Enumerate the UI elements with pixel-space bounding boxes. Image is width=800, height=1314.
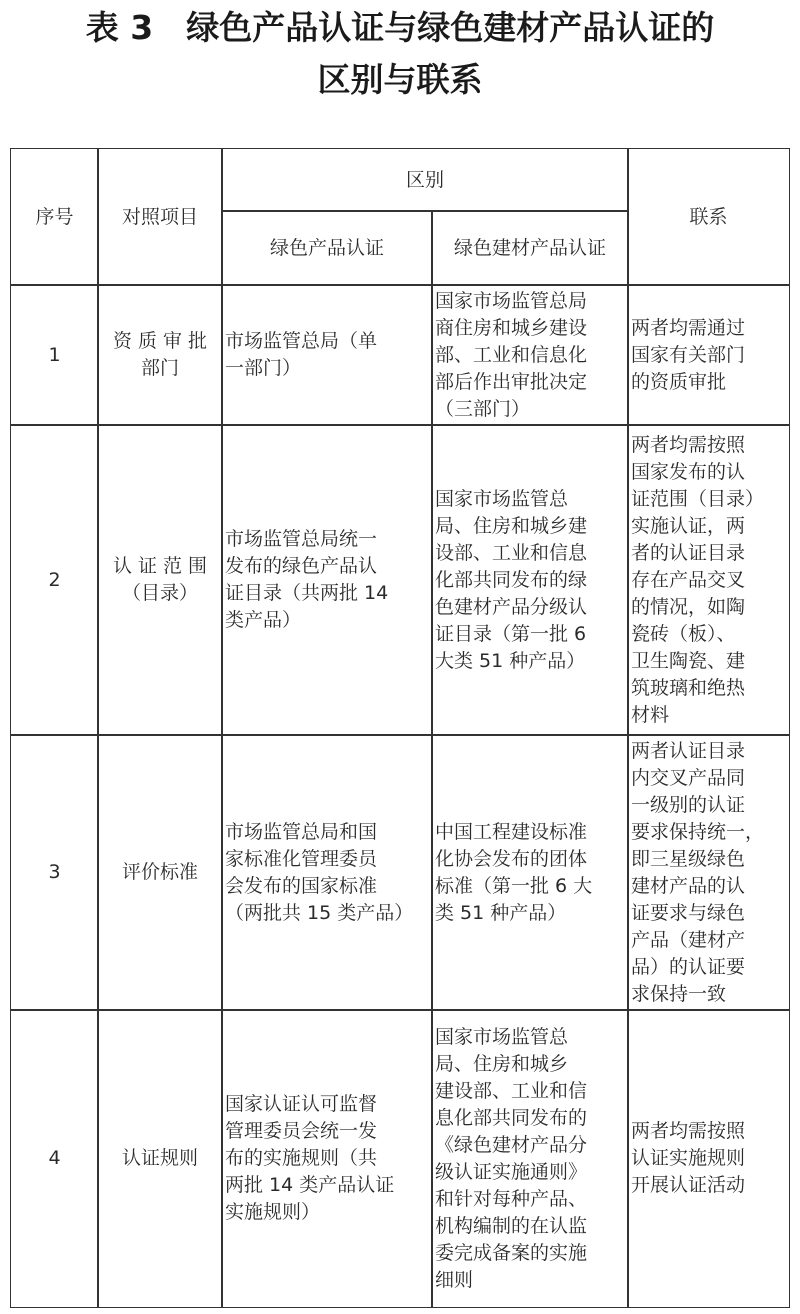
cell-text-line: 市场监管总局统一 xyxy=(225,528,378,550)
cell-text-line: 一部门） xyxy=(225,357,302,379)
header-relation-label: 联系 xyxy=(689,205,728,228)
cell-text-line: 建设部、工业和信 xyxy=(435,1079,588,1102)
row-4-item xyxy=(97,1009,223,1308)
cell-text-line: 机构编制的在认监 xyxy=(435,1214,588,1237)
cell-text-line: 品）的认证要 xyxy=(631,955,746,978)
cell-text-line: 证目录（第一批 6 xyxy=(435,622,587,645)
cell-text-line: 1 xyxy=(48,343,61,366)
cell-text-line: 两者均需按照 xyxy=(631,433,746,456)
row-2-item xyxy=(97,424,223,736)
cell-text-line: 者的认证目录 xyxy=(631,541,746,564)
row-3-index xyxy=(10,734,99,1011)
cell-text-line: （三部门） xyxy=(435,397,531,420)
row-2-relation xyxy=(627,424,790,736)
cell-text-line: 管理委员会统一发 xyxy=(225,1120,378,1142)
cell-text-line: 部门 xyxy=(140,357,179,379)
cell-text-line: 商住房和城乡建设 xyxy=(435,316,588,339)
cell-text-line: 内交叉产品同 xyxy=(631,766,746,789)
header-relation xyxy=(627,148,790,286)
cell-text-line: （目录） xyxy=(121,582,198,604)
cell-text-line: 两者均需通过 xyxy=(631,316,746,339)
row-2-green-building-material xyxy=(431,424,629,736)
row-3-green-product xyxy=(221,734,433,1011)
cell-text-line: 建材产品的认 xyxy=(631,874,746,897)
cell-text-line: 类产品） xyxy=(225,609,302,631)
header-index-label: 序号 xyxy=(35,205,74,228)
row-3-item xyxy=(97,734,223,1011)
cell-text-line: 即三星级绿色 xyxy=(631,847,746,870)
cell-text-line: 息化部共同发布的 xyxy=(435,1106,588,1129)
cell-text-line: 标准（第一批 6 大 xyxy=(435,874,593,897)
cell-text-line: 国家市场监管总 xyxy=(435,1025,569,1048)
row-4-relation xyxy=(627,1009,790,1308)
cell-text-line: 国家有关部门 xyxy=(631,343,746,366)
cell-text-line: 和针对每种产品、 xyxy=(435,1187,588,1210)
cell-text-line: 要求保持统一， xyxy=(631,820,765,843)
cell-text-line: 的情况，如陶 xyxy=(631,595,746,618)
cell-text-line: 大类 51 种产品） xyxy=(435,649,586,672)
cell-text-line: 求保持一致 xyxy=(631,982,727,1005)
row-3-green-building-material xyxy=(431,734,629,1011)
cell-text-line: 认证规则 xyxy=(121,1147,198,1169)
cell-text-line: 局、住房和城乡建 xyxy=(435,514,588,537)
cell-text-line: 的资质审批 xyxy=(631,370,727,393)
table-title-line2: 区别与联系 xyxy=(317,60,483,99)
row-4-green-product xyxy=(221,1009,433,1308)
cell-text-line: 委完成备案的实施 xyxy=(435,1241,588,1264)
cell-text-line: 证要求与绿色 xyxy=(631,901,746,924)
cell-text-line: 一级别的认证 xyxy=(631,793,746,816)
cell-text-line: 认 证 范 围 xyxy=(112,555,208,577)
cell-text-line: 化协会发布的团体 xyxy=(435,847,588,870)
cell-text-line: 两者均需按照 xyxy=(631,1120,746,1142)
header-green-product xyxy=(221,210,433,286)
cell-text-line: 卫生陶瓷、建 xyxy=(631,649,746,672)
cell-text-line: 4 xyxy=(48,1147,61,1169)
row-1-index xyxy=(10,284,99,426)
cell-text-line: 材料 xyxy=(631,703,670,726)
row-4-green-building-material xyxy=(431,1009,629,1308)
header-difference-label: 区别 xyxy=(405,168,444,191)
cell-text-line: 两批 14 类产品认证 xyxy=(225,1174,395,1196)
cell-text-line: 局、住房和城乡 xyxy=(435,1052,569,1075)
header-item-label: 对照项目 xyxy=(121,205,198,228)
cell-text-line: 细则 xyxy=(435,1268,474,1291)
cell-text-line: 家标准化管理委员 xyxy=(225,847,378,870)
cell-text-line: 实施认证，两 xyxy=(631,514,746,537)
row-2-index xyxy=(10,424,99,736)
cell-text-line: 瓷砖（板）、 xyxy=(631,622,736,645)
header-green-building-material-label: 绿色建材产品认证 xyxy=(453,236,606,259)
cell-text-line: 《绿色建材产品分 xyxy=(435,1133,588,1156)
cell-text-line: 2 xyxy=(48,568,61,591)
cell-text-line: 设部、工业和信息 xyxy=(435,541,588,564)
cell-text-line: 国家发布的认 xyxy=(631,460,746,483)
cell-text-line: 部后作出审批决定 xyxy=(435,370,588,393)
row-3-relation xyxy=(627,734,790,1011)
cell-text-line: 化部共同发布的绿 xyxy=(435,568,588,591)
cell-text-line: 国家市场监管总局 xyxy=(435,289,588,312)
table-title-line1: 表 3 绿色产品认证与绿色建材产品认证的 xyxy=(85,8,715,47)
cell-text-line: 市场监管总局和国 xyxy=(225,820,378,843)
cell-text-line: 级认证实施通则》 xyxy=(435,1160,588,1183)
cell-text-line: 存在产品交叉 xyxy=(631,568,746,591)
row-1-relation xyxy=(627,284,790,426)
row-1-item xyxy=(97,284,223,426)
cell-text-line: 两者认证目录 xyxy=(631,739,746,762)
cell-text-line: 证范围（目录） xyxy=(631,487,765,510)
row-1-green-product xyxy=(221,284,433,426)
cell-text-line: 产品（建材产 xyxy=(631,928,746,951)
cell-text-line: 3 xyxy=(48,861,61,883)
header-index xyxy=(10,148,99,286)
cell-text-line: （两批共 15 类产品） xyxy=(225,901,414,924)
cell-text-line: 实施规则） xyxy=(225,1201,321,1223)
cell-text-line: 布的实施规则（共 xyxy=(225,1147,378,1169)
cell-text-line: 部、工业和信息化 xyxy=(435,343,588,366)
header-difference xyxy=(221,148,629,212)
cell-text-line: 发布的绿色产品认 xyxy=(225,555,378,577)
cell-text-line: 会发布的国家标准 xyxy=(225,874,378,897)
header-item xyxy=(97,148,223,286)
row-1-green-building-material xyxy=(431,284,629,426)
cell-text-line: 国家认证认可监督 xyxy=(225,1093,378,1115)
cell-text-line: 类 51 种产品） xyxy=(435,901,567,924)
header-green-product-label: 绿色产品认证 xyxy=(269,236,384,259)
row-4-index xyxy=(10,1009,99,1308)
cell-text-line: 市场监管总局（单 xyxy=(225,330,378,352)
cell-text-line: 资 质 审 批 xyxy=(112,330,208,352)
cell-text-line: 开展认证活动 xyxy=(631,1174,746,1196)
cell-text-line: 筑玻璃和绝热 xyxy=(631,676,746,699)
cell-text-line: 证目录（共两批 14 xyxy=(225,582,389,604)
cell-text-line: 色建材产品分级认 xyxy=(435,595,588,618)
cell-text-line: 认证实施规则 xyxy=(631,1147,746,1169)
cell-text-line: 中国工程建设标准 xyxy=(435,820,588,843)
header-green-building-material xyxy=(431,210,629,286)
cell-text-line: 国家市场监管总 xyxy=(435,487,569,510)
row-2-green-product xyxy=(221,424,433,736)
cell-text-line: 评价标准 xyxy=(121,861,198,883)
